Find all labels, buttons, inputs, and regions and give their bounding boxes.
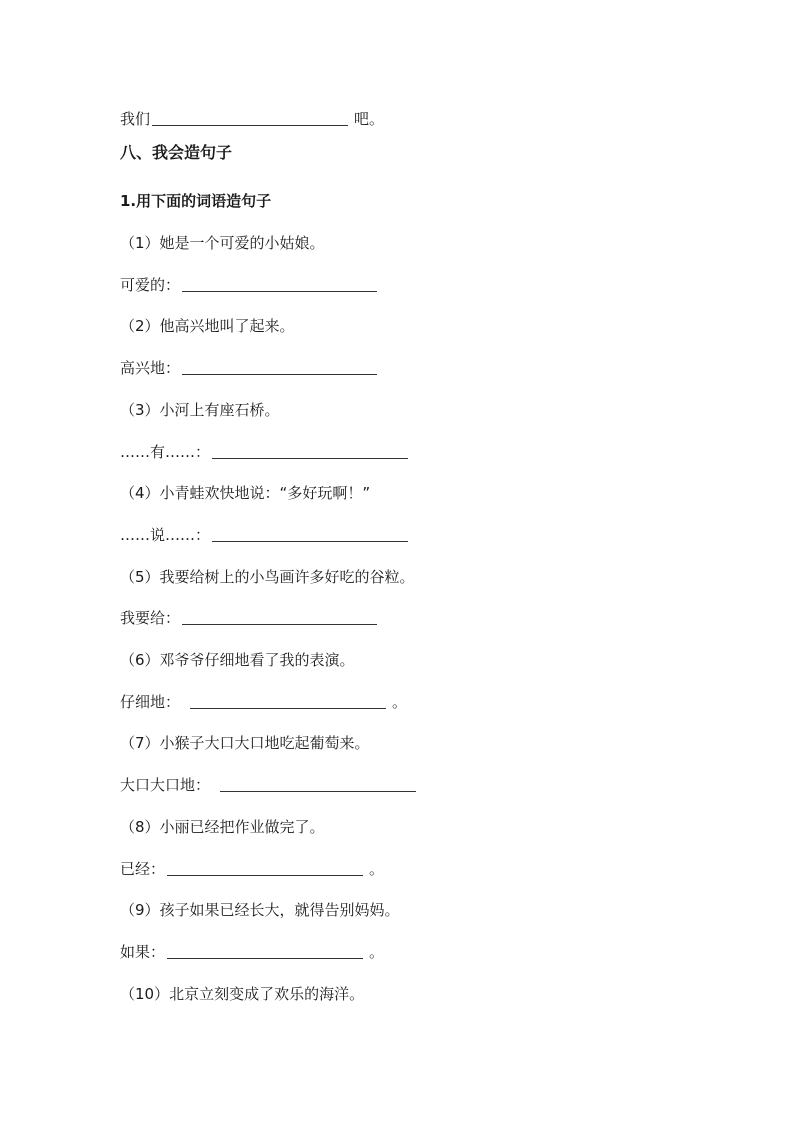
answer-row-9 <box>120 940 384 964</box>
example-sentence-7: （7）小猴子大口大口地吃起葡萄来。 <box>120 734 370 752</box>
top-fill-prefix: 我们 <box>120 110 151 128</box>
word-prompt-7: 大口大口地： <box>120 776 211 794</box>
answer-blank-4[interactable] <box>212 541 408 542</box>
answer-blank-7[interactable] <box>220 791 416 792</box>
example-sentence-9: （9）孩子如果已经长大，就得告别妈妈。 <box>120 901 400 919</box>
top-fill-line <box>120 107 384 131</box>
answer-row-8 <box>120 857 384 881</box>
task-title: 1.用下面的词语造句子 <box>120 192 272 210</box>
answer-row-5 <box>120 606 377 630</box>
period-6: 。 <box>392 693 408 711</box>
example-sentence-8: （8）小丽已经把作业做完了。 <box>120 818 325 836</box>
answer-blank-5[interactable] <box>182 624 377 625</box>
answer-row-6 <box>120 690 407 714</box>
answer-blank-9[interactable] <box>167 958 363 959</box>
answer-row-4 <box>120 523 408 547</box>
word-prompt-4: ……说……： <box>120 526 211 544</box>
period-8: 。 <box>369 860 385 878</box>
word-prompt-2: 高兴地： <box>120 359 181 377</box>
word-prompt-5: 我要给： <box>120 609 181 627</box>
answer-row-3 <box>120 440 408 464</box>
answer-blank-3[interactable] <box>212 458 408 459</box>
word-prompt-3: ……有……： <box>120 443 211 461</box>
answer-blank-6[interactable] <box>190 708 386 709</box>
top-fill-suffix: 吧。 <box>354 110 385 128</box>
answer-blank-2[interactable] <box>182 374 377 375</box>
example-sentence-2: （2）他高兴地叫了起来。 <box>120 317 295 335</box>
word-prompt-9: 如果： <box>120 943 166 961</box>
example-sentence-6: （6）邓爷爷仔细地看了我的表演。 <box>120 651 355 669</box>
period-9: 。 <box>369 943 385 961</box>
example-sentence-5: （5）我要给树上的小鸟画许多好吃的谷粒。 <box>120 568 415 586</box>
answer-blank-1[interactable] <box>182 291 377 292</box>
answer-blank-8[interactable] <box>167 875 363 876</box>
answer-row-2 <box>120 356 377 380</box>
word-prompt-1: 可爱的： <box>120 276 181 294</box>
answer-row-1 <box>120 273 377 297</box>
answer-row-7 <box>120 773 416 797</box>
word-prompt-8: 已经： <box>120 860 166 878</box>
answer-blank[interactable] <box>152 125 348 126</box>
example-sentence-3: （3）小河上有座石桥。 <box>120 401 280 419</box>
section-title: 八、我会造句子 <box>120 143 233 162</box>
example-sentence-1: （1）她是一个可爱的小姑娘。 <box>120 234 325 252</box>
example-sentence-4: （4）小青蛙欢快地说：“多好玩啊！” <box>120 484 371 502</box>
word-prompt-6: 仔细地： <box>120 693 181 711</box>
example-sentence-10: （10）北京立刻变成了欢乐的海洋。 <box>120 985 365 1003</box>
